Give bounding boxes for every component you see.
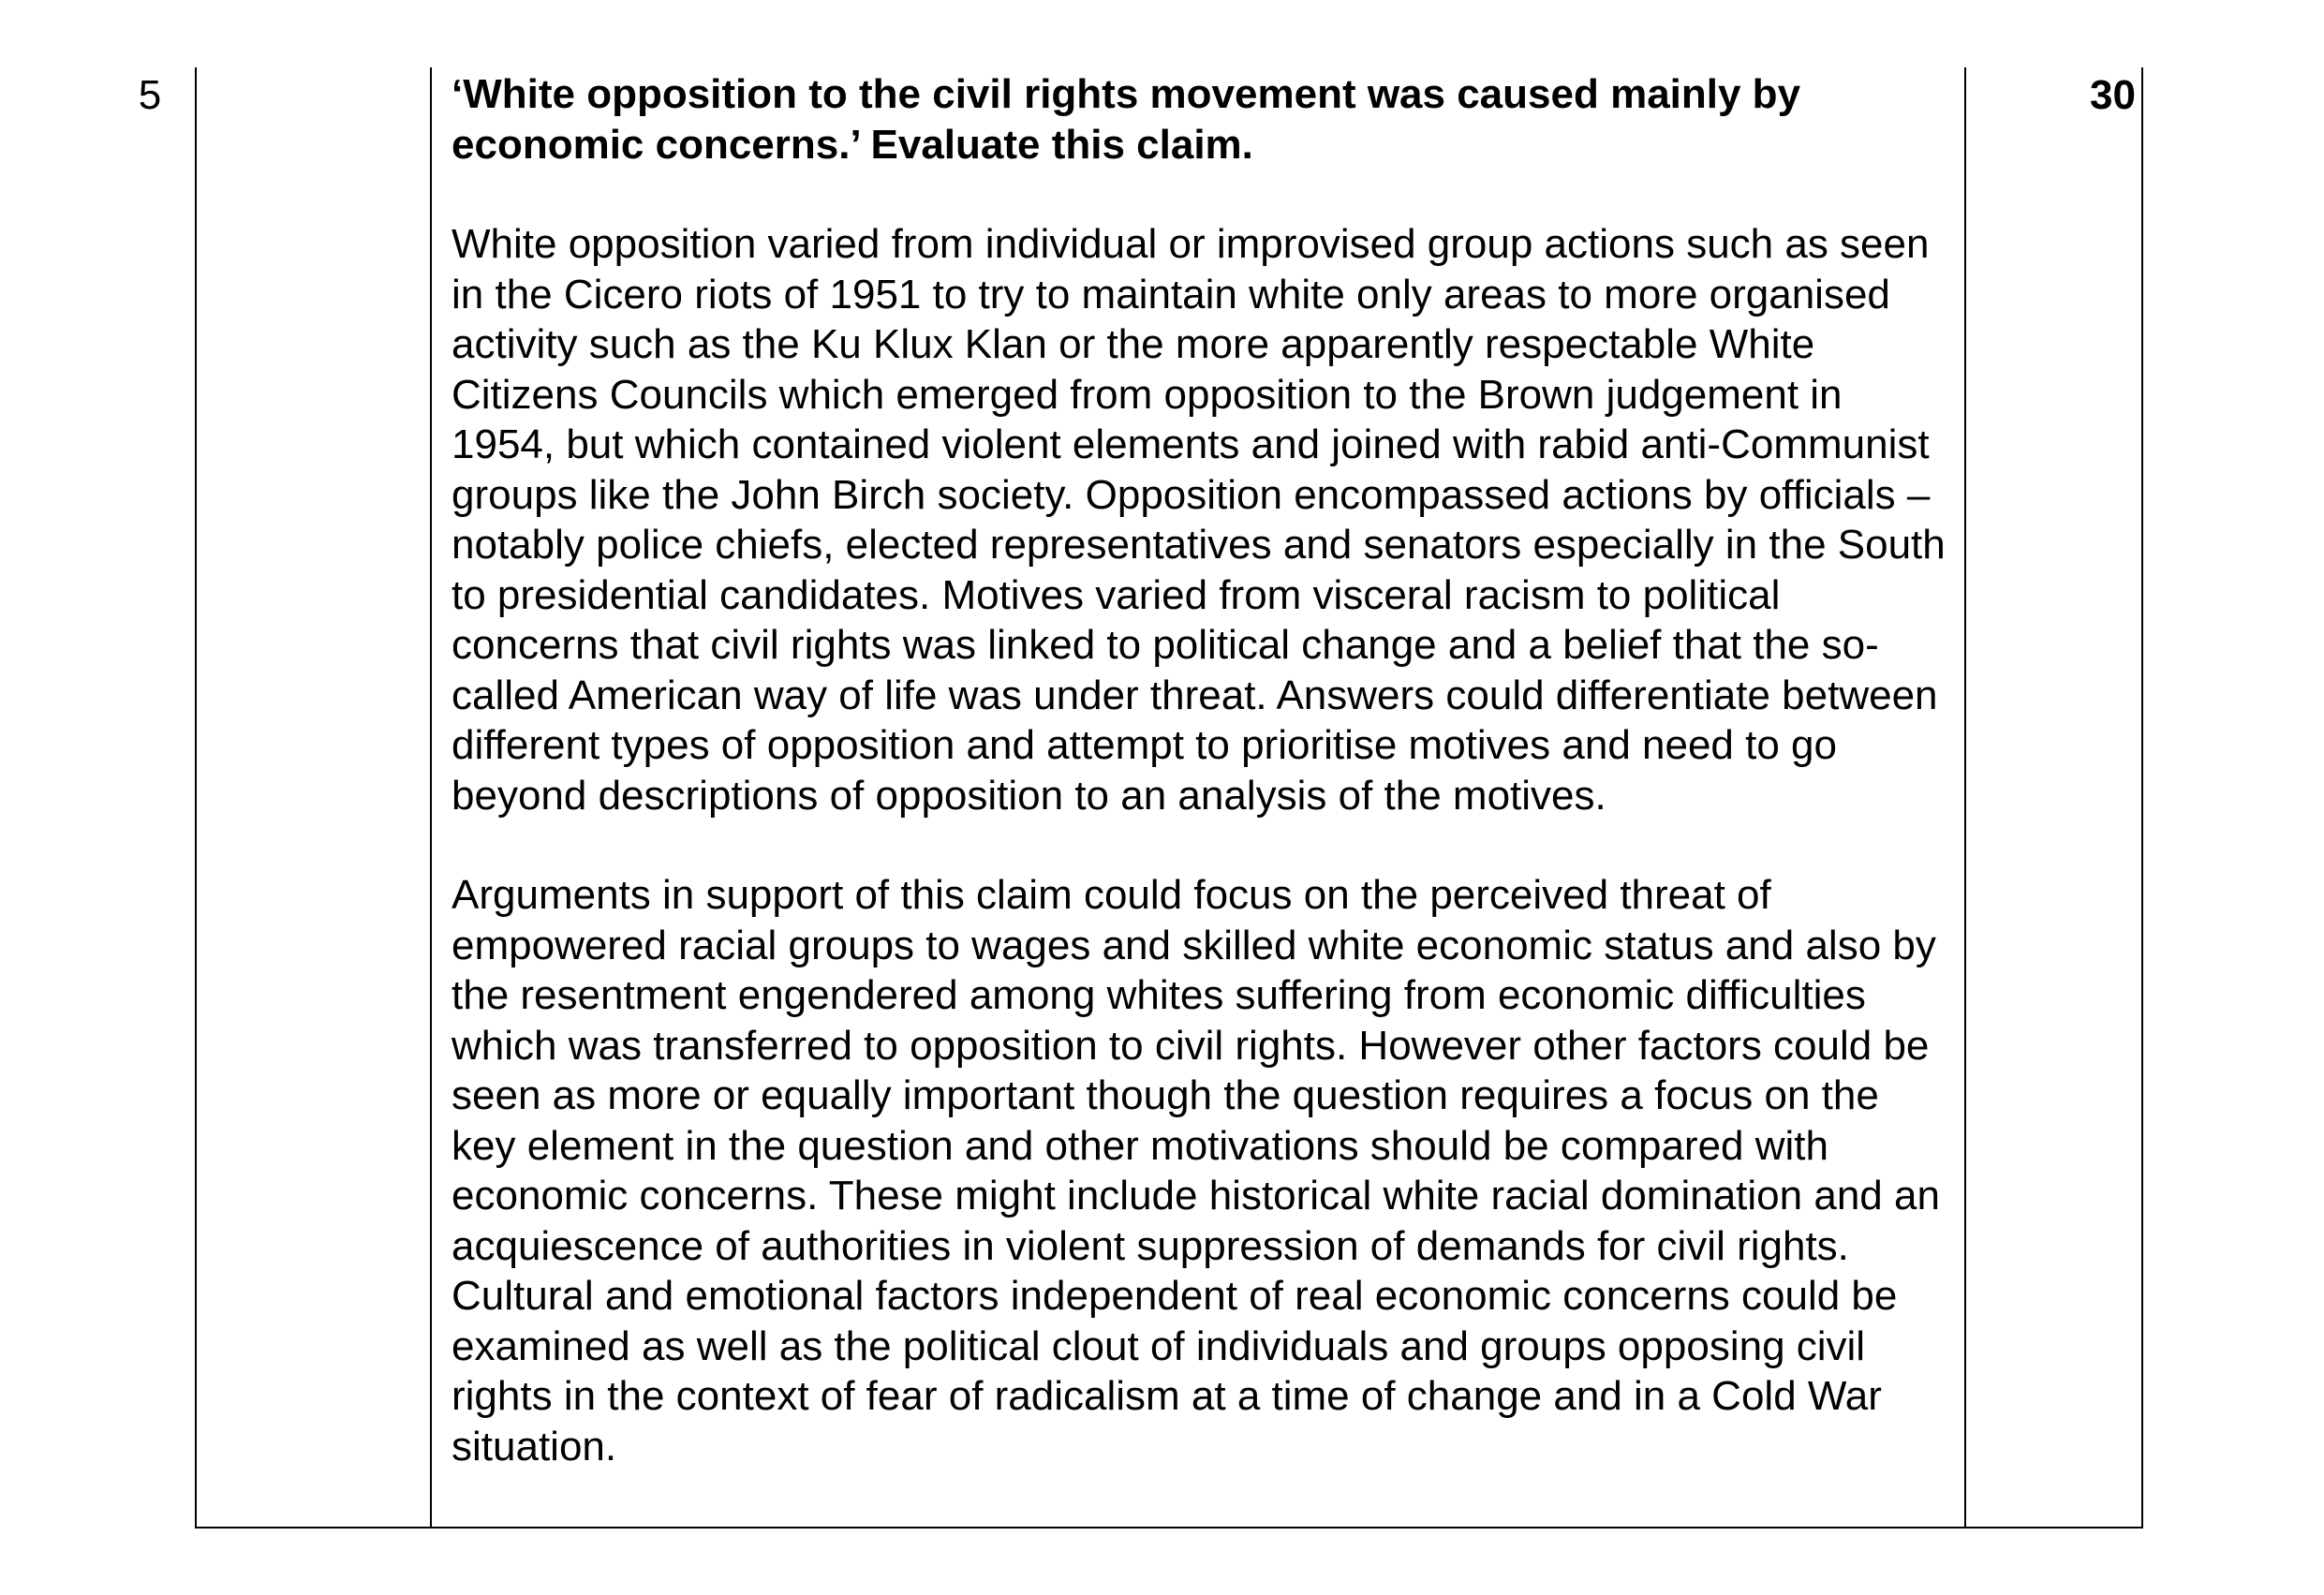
- answer-guidance-cell: [451, 69, 1950, 1471]
- guidance-paragraph: White opposition varied from individual or improvised group actions such as seen in the Cicero riots of 1951 to try to maintain white only areas to more organised activity such as the Ku Klux Klan or the more apparently respectable White Citizens Councils which emerged from opposition to the Brown judgement in 1954, but which contained violent elements and joined with rabid anti-Communist groups like the John Birch society. Opposition encompassed actions by officials – notably police chiefs, elected representatives and senators especially in the South to presidential candidates. Motives varied from visceral racism to political concerns that civil rights was linked to political change and a belief that the so-called American way of life was under threat. Answers could differentiate between different types of opposition and attempt to prioritise motives and need to go beyond descriptions of opposition to an analysis of the motives.: [451, 221, 1946, 819]
- question-number: 5: [138, 72, 162, 118]
- marks-value: 30: [2090, 72, 2136, 118]
- guidance-paragraph: Arguments in support of this claim could focus on the perceived threat of empowered racial groups to wages and skilled white economic status and also by the resentment engendered among whites suffering from economic difficulties which was transferred to opposition to civil rights. However other factors could be seen as more or equally important though the question requires a focus on the key element in the question and other motivations should be compared with economic concerns. These might include historical white racial domination and an acquiescence of authorities in violent suppression of demands for civil rights. Cultural and emotional factors independent of real economic concerns could be examined as well as the political clout of individuals and groups opposing civil rights in the context of fear of radicalism at a time of change and in a Cold War situation.: [451, 872, 1940, 1469]
- question-text: ‘White opposition to the civil rights movement was caused mainly by economic concerns.’ Evaluate this claim.: [451, 71, 1801, 168]
- column-divider: [1964, 67, 1966, 1527]
- column-divider: [430, 67, 432, 1527]
